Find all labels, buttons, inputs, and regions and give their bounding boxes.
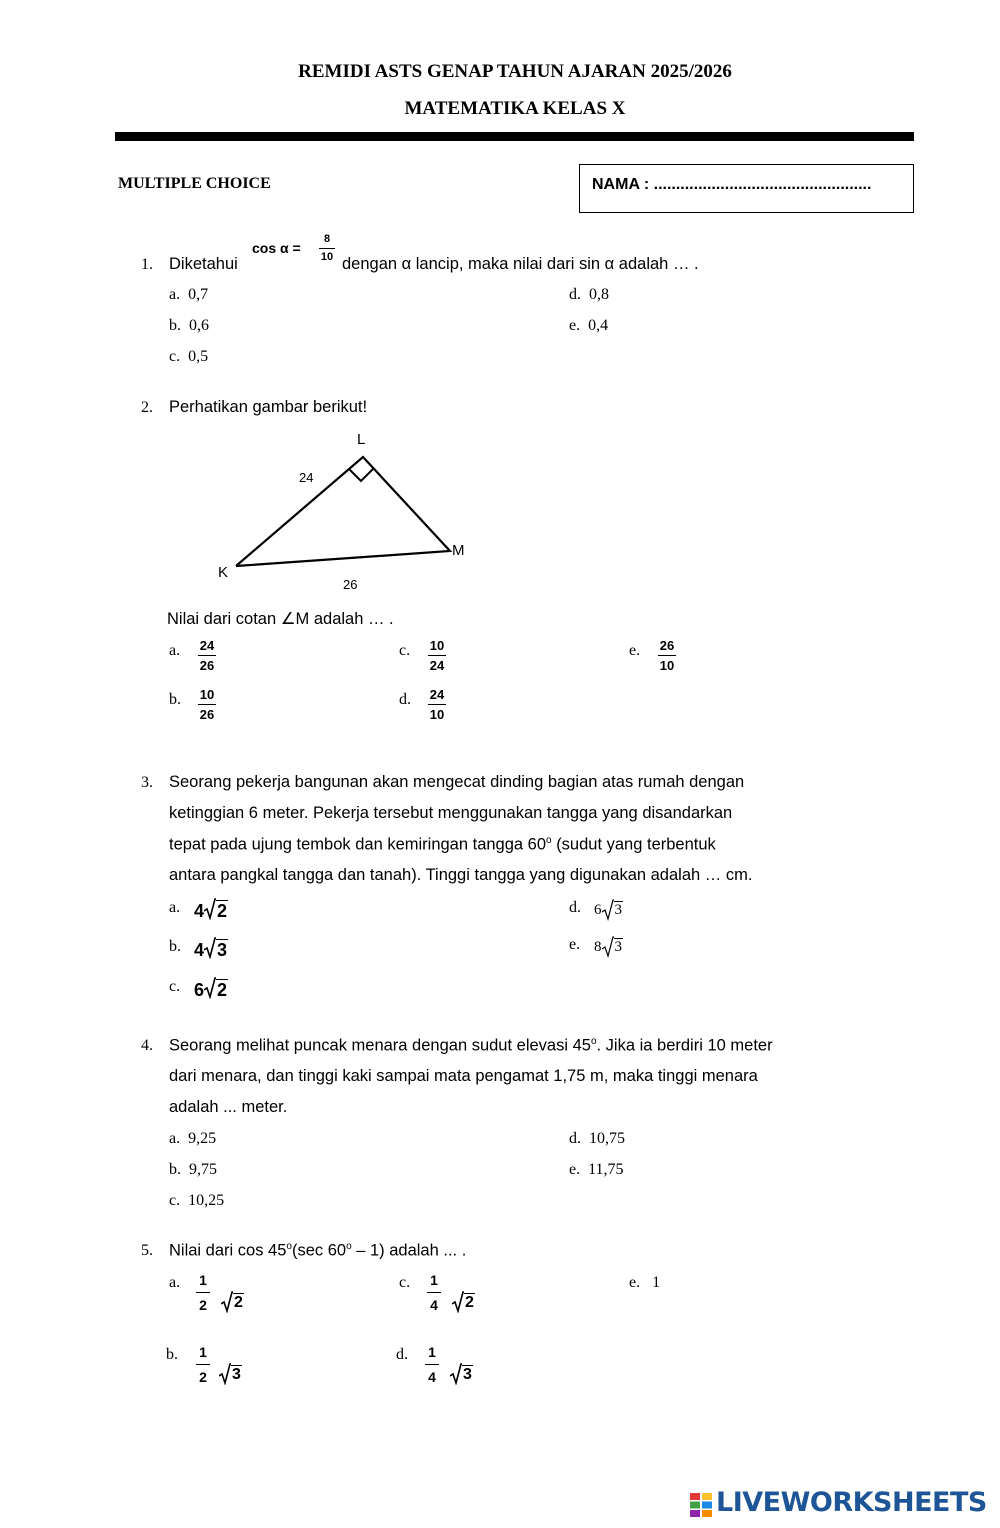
side-KL-label: 24	[299, 470, 314, 485]
right-angle-mark	[349, 469, 373, 481]
option-key: e.	[569, 317, 581, 334]
frac-bar	[428, 655, 446, 656]
frac-den: 4	[428, 1369, 436, 1386]
q4-number: 4.	[141, 1037, 153, 1054]
q1-fraction	[319, 234, 335, 263]
frac-num: 10	[199, 687, 215, 702]
coef: 6	[594, 902, 602, 918]
option-value: 9,25	[188, 1130, 217, 1147]
sqrt-icon	[602, 899, 614, 921]
frac-num: 1	[199, 1344, 207, 1360]
option-value: 1	[652, 1274, 661, 1291]
q2-option-a-key[interactable]: a.	[169, 642, 181, 659]
section-title: MULTIPLE CHOICE	[118, 175, 271, 192]
sqrt-icon	[221, 1291, 233, 1313]
q2-option-b-key[interactable]: b.	[169, 691, 181, 708]
q5-text	[169, 1241, 466, 1261]
q1-frac-bar	[319, 248, 335, 249]
q3-line-3b: (sudut yang terbentuk	[556, 835, 716, 854]
option-key: b.	[169, 317, 181, 334]
option-value: 10,25	[188, 1192, 225, 1209]
frac-bar	[198, 655, 216, 656]
option-value: 0,6	[189, 317, 209, 334]
sqrt-icon	[204, 898, 216, 920]
radicand: 3	[614, 902, 622, 918]
frac-bar	[196, 1364, 210, 1365]
q4-line-1a: Seorang melihat puncak menara dengan sudut elevasi 45	[169, 1036, 591, 1055]
q3-option-d-value[interactable]	[594, 903, 623, 918]
option-key: a.	[169, 1130, 181, 1147]
option-key: d.	[569, 286, 581, 303]
frac-den: 26	[199, 658, 215, 674]
frac-num: 24	[429, 687, 445, 702]
q1-option-c[interactable]	[169, 348, 208, 366]
frac-bar	[198, 704, 216, 705]
q5-option-b-frac[interactable]	[196, 1345, 210, 1384]
q3-line-4: antara pangkal tangga dan tanah). Tinggi tangga yang digunakan adalah … cm.	[169, 866, 753, 884]
frac-num: 1	[430, 1272, 438, 1288]
frac-num: 26	[659, 638, 675, 653]
frac-bar	[196, 1292, 210, 1293]
q1-option-d[interactable]	[569, 286, 609, 304]
radicand: 2	[217, 980, 228, 1000]
q5-option-a-rad[interactable]	[221, 1295, 244, 1311]
q5-option-c-key[interactable]: c.	[399, 1274, 411, 1291]
frac-num: 1	[428, 1344, 436, 1360]
option-key: d.	[569, 1130, 581, 1147]
option-key: e.	[629, 1274, 641, 1291]
side-KM-label: 26	[343, 577, 358, 592]
q5-option-c-frac[interactable]	[427, 1273, 441, 1312]
q1-option-b[interactable]	[169, 317, 209, 335]
q2-option-a-frac[interactable]	[198, 639, 216, 672]
q5-text-b: (sec 60	[291, 1241, 347, 1260]
q2-option-b-frac[interactable]	[198, 688, 216, 721]
frac-den: 26	[199, 707, 215, 723]
radicand: 3	[217, 940, 228, 960]
sqrt-icon	[450, 1363, 462, 1385]
degree-sign: o	[590, 1036, 597, 1047]
radicand: 3	[232, 1366, 241, 1383]
coef: 4	[194, 901, 205, 921]
radicand: 2	[217, 901, 228, 921]
q5-option-c-rad[interactable]	[452, 1295, 475, 1311]
sqrt-icon	[219, 1363, 231, 1385]
option-value: 11,75	[588, 1161, 624, 1178]
q2-number: 2.	[141, 399, 153, 416]
q5-option-a-frac[interactable]	[196, 1273, 210, 1312]
brand-text: LIVEWORKSHEETS	[716, 1487, 987, 1518]
q3-option-c-value[interactable]	[194, 981, 228, 999]
frac-bar	[658, 655, 676, 656]
option-key: c.	[169, 1192, 181, 1209]
q5-option-d-rad[interactable]	[450, 1367, 473, 1383]
radicand: 2	[234, 1294, 243, 1311]
q5-option-d-key[interactable]: d.	[396, 1346, 408, 1363]
option-key: c.	[169, 348, 181, 365]
q1-prefix: Diketahui	[169, 255, 238, 273]
frac-den: 2	[199, 1297, 207, 1314]
q3-option-d-key[interactable]: d.	[569, 899, 581, 916]
frac-den: 10	[429, 707, 445, 723]
degree-sign: o	[546, 835, 552, 846]
option-key: e.	[569, 1161, 581, 1178]
title-line-2: MATEMATIKA KELAS X	[404, 98, 626, 119]
option-key: a.	[169, 286, 181, 303]
frac-num: 10	[429, 638, 445, 653]
q2-text: Perhatikan gambar berikut!	[169, 398, 368, 416]
option-value: 0,4	[588, 317, 609, 334]
q3-option-e-key[interactable]: e.	[569, 936, 581, 953]
frac-bar	[427, 1292, 441, 1293]
q1-option-a[interactable]	[169, 286, 208, 304]
coef: 4	[194, 940, 205, 960]
q3-line-3	[169, 835, 716, 855]
radicand: 2	[465, 1294, 474, 1311]
frac-den: 4	[430, 1297, 438, 1314]
q1-suffix: dengan α lancip, maka nilai dari sin α adalah … .	[342, 255, 699, 273]
q2-question: Nilai dari cotan ∠M adalah … .	[167, 610, 394, 628]
q5-option-e[interactable]	[629, 1274, 660, 1292]
frac-bar	[425, 1364, 439, 1365]
option-value: 0,5	[188, 348, 209, 365]
q1-option-e[interactable]	[569, 317, 608, 335]
q3-option-a-value[interactable]	[194, 902, 228, 920]
q3-number: 3.	[141, 774, 153, 791]
q3-line-2: ketinggian 6 meter. Pekerja tersebut menggunakan tangga yang disandarkan	[169, 804, 733, 822]
frac-den: 10	[659, 658, 675, 674]
q2-option-d-key[interactable]: d.	[399, 691, 411, 708]
header-rule	[115, 132, 914, 141]
label-M: M	[452, 542, 465, 559]
q4-option-a[interactable]	[169, 1130, 216, 1148]
q3-option-b-key[interactable]: b.	[169, 938, 181, 955]
q5-number: 5.	[141, 1242, 153, 1259]
q5-text-c: – 1) adalah ... .	[351, 1241, 467, 1260]
title-line-1: REMIDI ASTS GENAP TAHUN AJARAN 2025/2026	[298, 61, 732, 82]
q2-option-c-key[interactable]: c.	[399, 642, 411, 659]
frac-den: 2	[199, 1369, 207, 1386]
option-value: 10,75	[589, 1130, 625, 1147]
frac-bar	[428, 704, 446, 705]
q3-line-1: Seorang pekerja bangunan akan mengecat dinding bagian atas rumah dengan	[169, 773, 745, 791]
radicand: 3	[614, 939, 622, 955]
q4-line-3: adalah ... meter.	[169, 1098, 288, 1116]
q1-frac-num: 8	[323, 233, 331, 245]
sqrt-icon	[452, 1291, 464, 1313]
sqrt-icon	[602, 936, 614, 958]
q2-option-d-frac[interactable]	[428, 688, 446, 721]
q4-option-e[interactable]	[569, 1161, 624, 1179]
sqrt-icon	[204, 977, 216, 999]
q4-line-1b: . Jika ia berdiri 10 meter	[596, 1036, 773, 1055]
q4-option-d[interactable]	[569, 1130, 625, 1148]
frac-num: 1	[199, 1272, 207, 1288]
q3-line-3a: tepat pada ujung tembok dan kemiringan tangga 60	[169, 835, 547, 854]
radicand: 3	[463, 1366, 472, 1383]
q3-option-e-value[interactable]	[594, 940, 623, 955]
option-key: b.	[169, 1161, 181, 1178]
name-label: NAMA : .................................................	[592, 176, 872, 193]
frac-den: 24	[429, 658, 445, 674]
coef: 8	[594, 939, 602, 955]
triangle-figure	[210, 425, 490, 600]
option-value: 0,8	[589, 286, 609, 303]
option-value: 9,75	[189, 1161, 217, 1178]
q5-option-d-frac[interactable]	[425, 1345, 439, 1384]
name-box[interactable]	[579, 164, 914, 213]
option-value: 0,7	[188, 286, 209, 303]
frac-num: 24	[199, 638, 215, 653]
q5-option-a-key[interactable]: a.	[169, 1274, 181, 1291]
q1-number: 1.	[141, 256, 153, 273]
q2-option-e-key[interactable]: e.	[629, 642, 641, 659]
liveworksheets-logo-icon	[690, 1493, 712, 1517]
coef: 6	[194, 980, 205, 1000]
label-L: L	[357, 431, 366, 448]
q3-option-c-key[interactable]: c.	[169, 978, 181, 995]
q5-text-a: Nilai dari cos 45	[169, 1241, 287, 1260]
q5-option-b-rad[interactable]	[219, 1367, 242, 1383]
q2-option-e-frac[interactable]	[658, 639, 676, 672]
q2-option-c-frac[interactable]	[428, 639, 446, 672]
q4-line-1	[169, 1036, 773, 1056]
label-K: K	[218, 564, 229, 581]
sqrt-icon	[204, 937, 216, 959]
degree-sign: o	[286, 1241, 292, 1252]
q4-line-2: dari menara, dan tinggi kaki sampai mata pengamat 1,75 m, maka tinggi menara	[169, 1067, 758, 1085]
triangle-shape	[236, 457, 450, 566]
q3-option-a-key[interactable]: a.	[169, 899, 181, 916]
q4-option-b[interactable]	[169, 1161, 217, 1179]
q1-frac-den: 10	[320, 251, 334, 264]
q3-option-b-value[interactable]	[194, 941, 228, 959]
q1-formula: cos α =	[252, 240, 301, 256]
degree-sign: o	[346, 1241, 352, 1252]
q5-option-b-key[interactable]: b.	[166, 1346, 178, 1363]
q4-option-c[interactable]	[169, 1192, 224, 1210]
